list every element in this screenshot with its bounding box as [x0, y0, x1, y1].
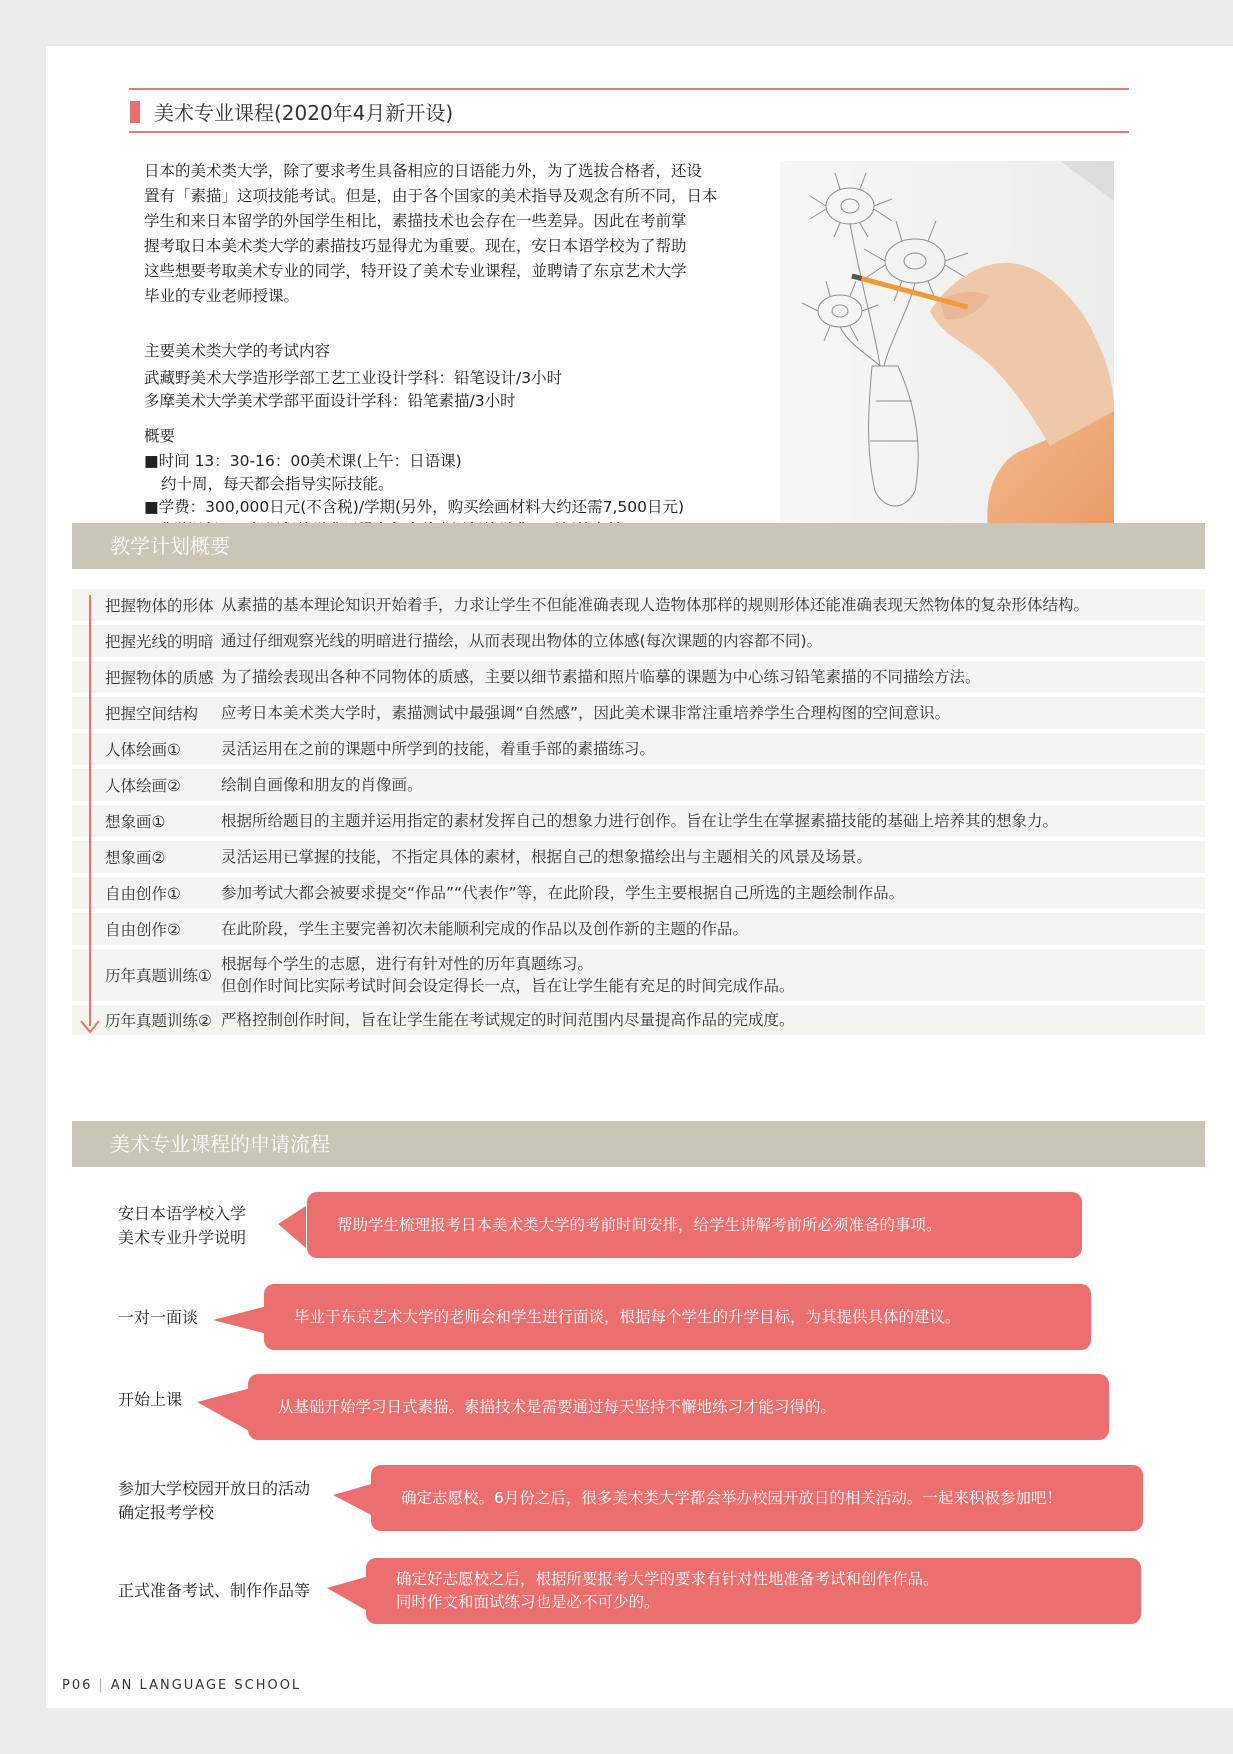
row-label: 历年真题训练②: [105, 1012, 212, 1030]
row-label: 人体绘画①: [105, 741, 181, 759]
intro-text: [144, 159, 784, 516]
row-desc: 但创作时间比实际考试时间会设定得长一点，旨在让学生能有充足的时间完成作品。: [221, 977, 795, 995]
drawing-photo: [780, 161, 1114, 540]
flow-step-label: [118, 1388, 182, 1412]
curriculum-table: [72, 589, 1205, 1039]
flow-step-label: [118, 1306, 198, 1330]
row-desc: 应考日本美术类大学时，素描测试中最强调“自然感”，因此美术课非常注重培养学生合理构图的空间意识。: [221, 704, 951, 722]
curriculum-row: [72, 877, 1205, 909]
curriculum-row: [72, 625, 1205, 657]
flow-heading: 美术专业课程的申请流程: [72, 1121, 1205, 1167]
flow-step-label: [118, 1579, 310, 1603]
bubble-tail: [278, 1206, 306, 1248]
exam-item: 多摩美术大学美术学部平面设计学科：铅笔素描/3小时: [144, 392, 516, 410]
flow-label-line: 美术专业升学说明: [118, 1228, 247, 1247]
intro-line: 日本的美术类大学，除了要求考生具备相应的日语能力外，为了选拔合格者，还设: [144, 162, 703, 180]
curriculum-row: [72, 589, 1205, 621]
row-label: 自由创作①: [105, 885, 181, 903]
curriculum-row: [72, 697, 1205, 729]
footer: P06 | AN LANGUAGE SCHOOL: [62, 1678, 302, 1693]
curriculum-row: [72, 733, 1205, 765]
flow-step-text: 确定志愿校。6月份之后，很多美术类大学都会举办校园开放日的相关活动。一起来积极参加吧！: [401, 1488, 1062, 1507]
overview-heading: 概要: [144, 427, 176, 445]
row-label: 想象画①: [105, 813, 166, 831]
curriculum-row: [72, 949, 1205, 1001]
flow-label-line: 参加大学校园开放日的活动: [118, 1479, 311, 1498]
row-label: 把握空间结构: [105, 705, 199, 723]
curriculum-row: [72, 1005, 1205, 1035]
flow-step-text: 同时作文和面试练习也是必不可少的。: [396, 1593, 660, 1611]
flow-step-bubble: [307, 1192, 1082, 1258]
intro-line: 置有「素描」这项技能考试。但是，由于各个国家的美术指导及观念有所不同，日本: [144, 187, 718, 205]
bubble-tail: [197, 1388, 251, 1432]
row-desc: 通过仔细观察光线的明暗进行描绘，从而表现出物体的立体感(每次课题的内容都不同)。: [221, 632, 823, 650]
flow-step-bubble: [371, 1465, 1143, 1531]
row-label: 自由创作②: [105, 921, 181, 939]
row-desc: 根据每个学生的志愿，进行有针对性的历年真题练习。: [221, 955, 594, 973]
bubble-tail: [327, 1576, 369, 1612]
intro-line: 这些想要考取美术专业的同学，特开设了美术专业课程，並聘请了东京艺术大学: [144, 262, 687, 280]
flow-step-bubble: [248, 1374, 1109, 1440]
exam-heading: 主要美术类大学的考试内容: [144, 342, 331, 360]
page: [46, 46, 1233, 1708]
flow-step-bubble: [264, 1284, 1091, 1350]
page-title: 美术专业课程(2020年4月新开设): [154, 101, 454, 125]
flow-step-label: [118, 1477, 310, 1525]
curriculum-row: [72, 913, 1205, 945]
row-label: 把握物体的形体: [105, 597, 214, 615]
flow-step-text: 确定好志愿校之后，根据所要报考大学的要求有针对性地准备考试和创作作品。: [396, 1570, 939, 1588]
intro-line: 学生和来日本留学的外国学生相比，素描技术也会存在一些差异。因此在考前掌: [144, 212, 687, 230]
flow-step-label: [118, 1202, 246, 1250]
row-label: 把握物体的质感: [105, 669, 214, 687]
row-desc: 根据所给题目的主题并运用指定的素材发挥自己的想象力进行创作。旨在让学生在掌握素描技能的基础上培养其的想象力。: [221, 812, 1059, 830]
row-label: 想象画②: [105, 849, 166, 867]
bubble-tail: [213, 1306, 267, 1334]
flow-label-line: 一对一面谈: [118, 1308, 199, 1327]
intro-line: 毕业的专业老师授课。: [144, 287, 300, 305]
curriculum-row: [72, 841, 1205, 873]
row-desc: 从素描的基本理论知识开始着手，力求让学生不但能准确表现人造物体那样的规则形体还能准确表现天然物体的复杂形体结构。: [221, 596, 1090, 614]
row-desc: 绘制自画像和朋友的肖像画。: [221, 776, 423, 794]
overview-item: ■时间 13：30-16：00美术课(上午：日语课): [144, 452, 462, 470]
flow-label-line: 正式准备考试、制作作品等: [118, 1581, 311, 1600]
flow-label-line: 开始上课: [118, 1390, 183, 1409]
school-name: AN LANGUAGE SCHOOL: [110, 1678, 302, 1693]
overview-item: ■学费：300,000日元(不含税)/学期(另外，购买绘画材料大约还需7,500日元): [144, 498, 685, 516]
row-desc: 灵活运用在之前的课题中所学到的技能，着重手部的素描练习。: [221, 740, 656, 758]
row-label: 把握光线的明暗: [105, 633, 214, 651]
curriculum-row: [72, 769, 1205, 801]
row-label: 人体绘画②: [105, 777, 181, 795]
down-arrow-icon: [79, 1019, 101, 1035]
curriculum-heading: 教学计划概要: [72, 523, 1205, 569]
bubble-tail: [333, 1483, 375, 1517]
header-marker: [130, 101, 140, 123]
flow-label-line: 确定报考学校: [118, 1503, 215, 1522]
flow-step-bubble: [366, 1558, 1141, 1624]
row-label: 历年真题训练①: [105, 967, 212, 985]
flow-step-text: 帮助学生梳理报考日本美术类大学的考前时间安排，给学生讲解考前所必须准备的事项。: [337, 1215, 942, 1234]
row-desc: 参加考试大都会被要求提交“作品”“代表作”等，在此阶段，学生主要根据自己所选的主题绘制作品。: [221, 884, 905, 902]
curriculum-row: [72, 661, 1205, 693]
intro-line: 握考取日本美术类大学的素描技巧显得尤为重要。现在，安日本语学校为了帮助: [144, 237, 687, 255]
flow-label-line: 安日本语学校入学: [118, 1204, 247, 1223]
timeline-arrow-line: [89, 595, 91, 1026]
row-desc: 为了描绘表现出各种不同物体的质感，主要以细节素描和照片临摹的课题为中心练习铅笔素描的不同描绘方法。: [221, 668, 981, 686]
page-number: P06: [62, 1678, 93, 1693]
header-rule-bottom: [129, 131, 1129, 133]
header-rule-top: [129, 88, 1129, 90]
curriculum-row: [72, 805, 1205, 837]
row-desc: 灵活运用已掌握的技能，不指定具体的素材，根据自己的想象描绘出与主题相关的风景及场景。: [221, 848, 873, 866]
row-desc: 严格控制创作时间，旨在让学生能在考试规定的时间范围内尽量提高作品的完成度。: [221, 1011, 795, 1029]
row-desc: 在此阶段，学生主要完善初次未能顺利完成的作品以及创作新的主题的作品。: [221, 920, 749, 938]
flow-step-text: 毕业于东京艺术大学的老师会和学生进行面谈，根据每个学生的升学目标，为其提供具体的建议。: [294, 1307, 961, 1326]
exam-item: 武藏野美术大学造形学部工艺工业设计学科：铅笔设计/3小时: [144, 369, 563, 387]
overview-item: 约十周，每天都会指导实际技能。: [161, 475, 394, 493]
flow-step-text: 从基础开始学习日式素描。素描技术是需要通过每天坚持不懈地练习才能习得的。: [278, 1397, 837, 1416]
